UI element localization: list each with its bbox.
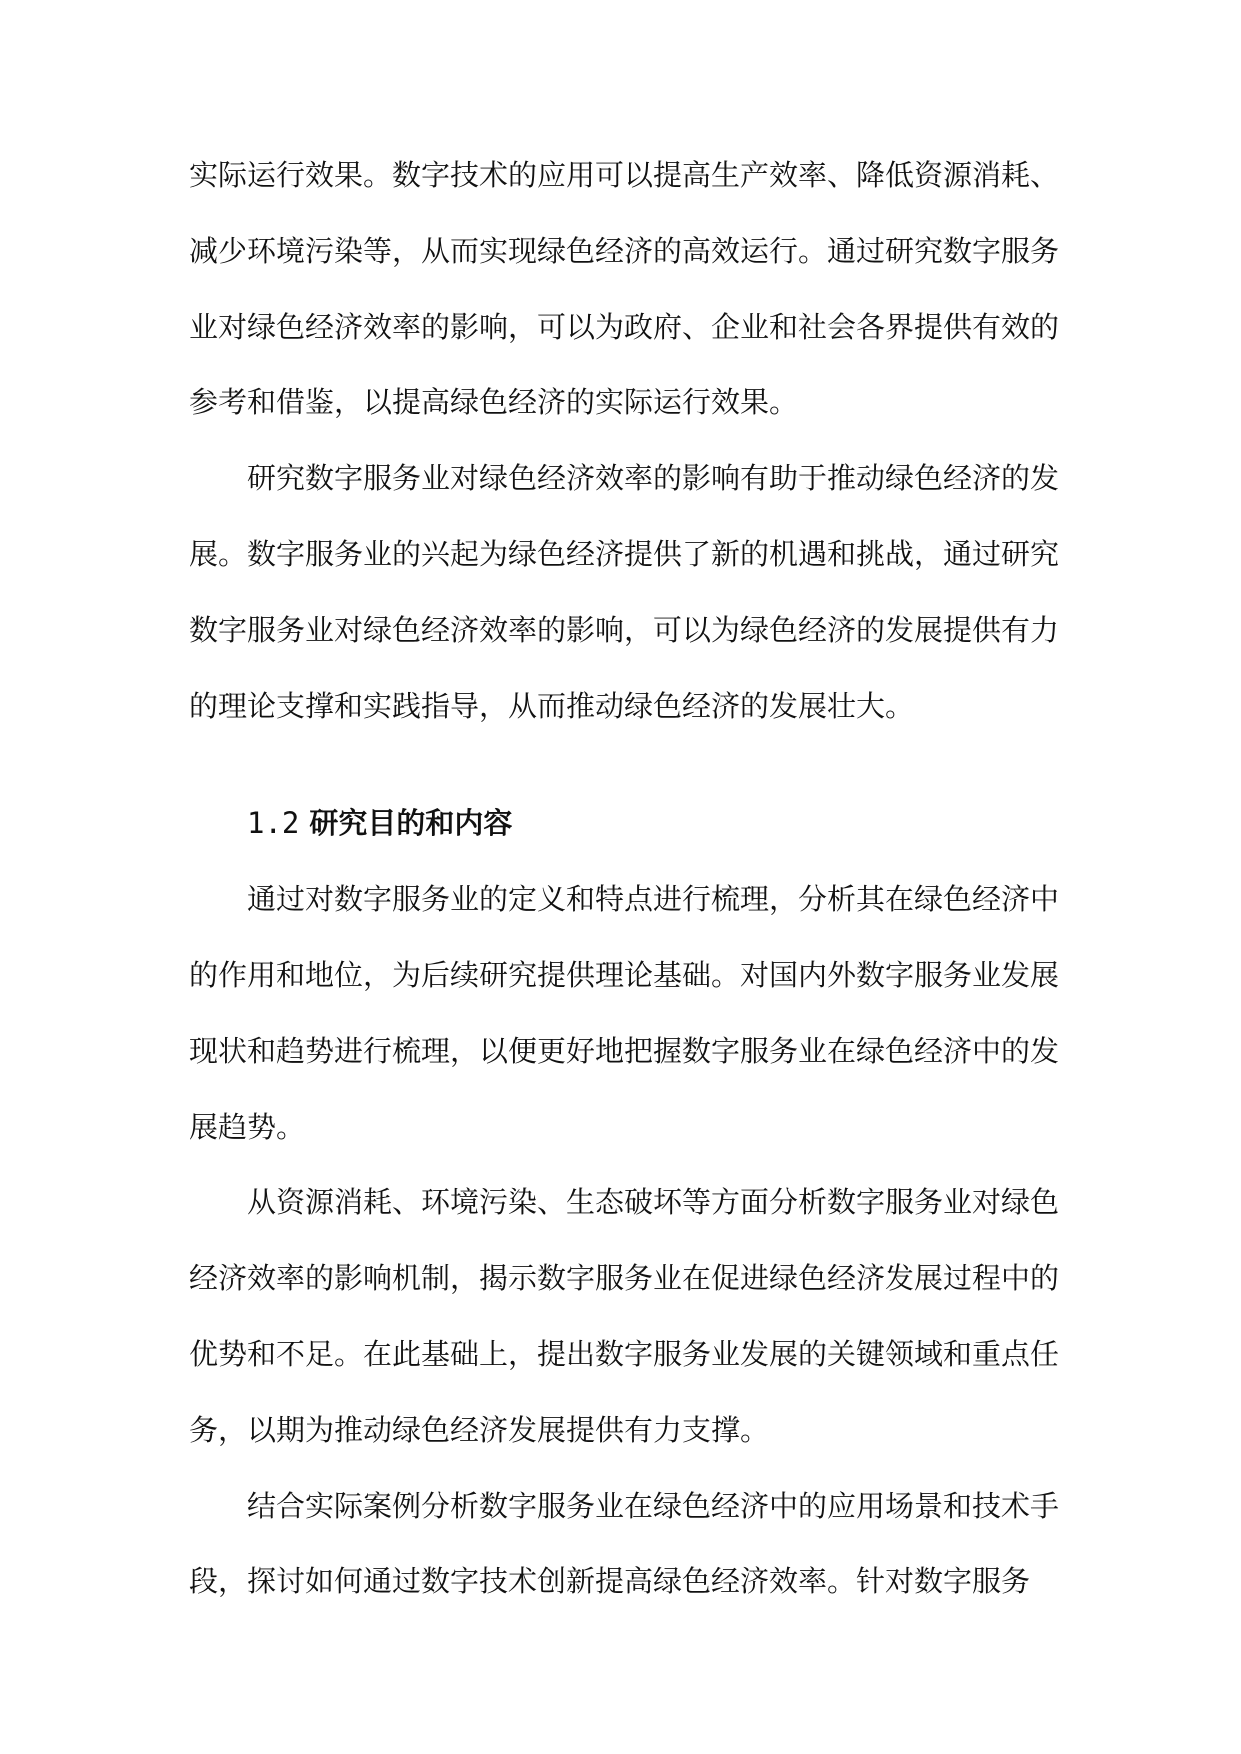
document-body — [189, 138, 1059, 1620]
section-number: 1.2 — [247, 806, 300, 841]
paragraph-definition: 通过对数字服务业的定义和特点进行梳理，分析其在绿色经济中的作用和地位，为后续研究提供理论基础。对国内外数字服务业发展现状和趋势进行梳理，以便更好地把握数字服务业在绿色经济中的发展趋势。 — [189, 882, 1060, 1144]
paragraph-case-analysis: 结合实际案例分析数字服务业在绿色经济中的应用场景和技术手段，探讨如何通过数字技术创新提高绿色经济效率。针对数字服务 — [189, 1488, 1060, 1599]
section-heading — [189, 786, 1059, 862]
section-title: 研究目的和内容 — [309, 806, 513, 841]
paragraph-significance: 研究数字服务业对绿色经济效率的影响有助于推动绿色经济的发展。数字服务业的兴起为绿色经济提供了新的机遇和挑战，通过研究数字服务业对绿色经济效率的影响，可以为绿色经济的发展提供有力的理论支撑和实践指导，从而推动绿色经济的发展壮大。 — [189, 461, 1060, 723]
paragraph-continuation: 实际运行效果。数字技术的应用可以提高生产效率、降低资源消耗、减少环境污染等，从而实现绿色经济的高效运行。通过研究数字服务业对绿色经济效率的影响，可以为政府、企业和社会各界提供有效的参考和借鉴，以提高绿色经济的实际运行效果。 — [189, 158, 1060, 420]
paragraph-mechanism: 从资源消耗、环境污染、生态破坏等方面分析数字服务业对绿色经济效率的影响机制，揭示数字服务业在促进绿色经济发展过程中的优势和不足。在此基础上，提出数字服务业发展的关键领域和重点任务，以期为推动绿色经济发展提供有力支撑。 — [189, 1185, 1060, 1447]
